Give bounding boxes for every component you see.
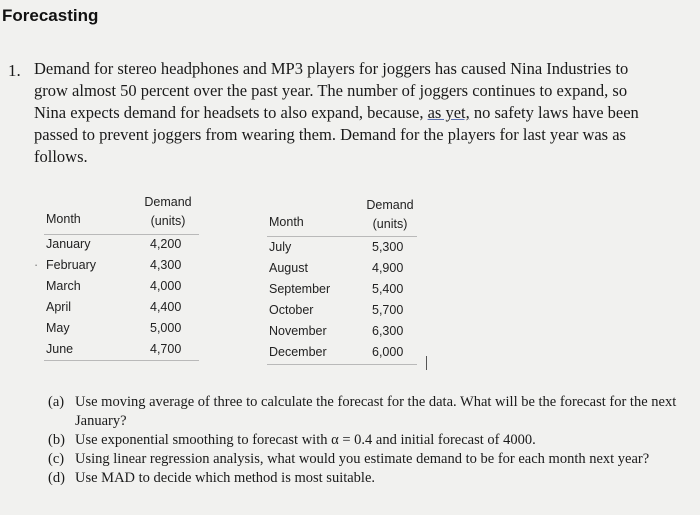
month-cell: July <box>269 240 292 254</box>
left-demand-header: Demand <box>144 195 192 209</box>
units-cell: 4,300 <box>150 258 182 272</box>
question-line: grow almost 50 percent over the past year. The number of joggers continues to expand, so <box>34 81 628 100</box>
part-label: (c) <box>48 451 65 467</box>
table-row <box>269 258 419 279</box>
month-cell: January <box>46 237 91 251</box>
table-row <box>269 237 419 258</box>
table-row <box>269 279 419 300</box>
bullet-mark-icon: · <box>34 258 39 272</box>
part-text: Use exponential smoothing to forecast with α = 0.4 and initial forecast of 4000. <box>75 432 536 448</box>
question-number: 1. <box>8 61 21 80</box>
part-text: Using linear regression analysis, what would you estimate demand to be for each month next year? <box>75 451 650 467</box>
underlined-phrase: as yet, <box>427 103 470 122</box>
units-cell: 6,000 <box>372 345 404 359</box>
units-cell: 4,400 <box>150 300 182 314</box>
question-parts <box>48 393 698 488</box>
units-cell: 5,300 <box>372 240 404 254</box>
table-row <box>46 297 206 318</box>
table-row <box>34 255 206 276</box>
month-cell: February <box>46 258 97 272</box>
month-cell: December <box>269 345 327 359</box>
table-row <box>46 276 206 297</box>
month-cell: June <box>46 342 74 356</box>
units-cell: 5,700 <box>372 303 404 317</box>
part-label: (d) <box>48 470 65 486</box>
part-d <box>48 469 698 488</box>
left-units-header: (units) <box>150 214 186 228</box>
table-row <box>46 339 206 360</box>
month-cell: March <box>46 279 81 293</box>
right-units-header: (units) <box>372 217 408 231</box>
part-c <box>48 450 698 469</box>
table-row <box>269 300 419 321</box>
part-a <box>48 393 698 431</box>
units-cell: 4,000 <box>150 279 182 293</box>
table-row <box>269 342 419 363</box>
table-row <box>269 321 419 342</box>
right-demand-header: Demand <box>366 198 414 212</box>
question-line: follows. <box>34 147 88 166</box>
left-month-header: Month <box>46 212 81 226</box>
month-cell: August <box>269 261 308 275</box>
table-row <box>46 318 206 339</box>
table-bottom-rule <box>44 360 199 361</box>
table-row <box>46 234 206 255</box>
table-bottom-rule <box>267 364 417 365</box>
question-line-part: no safety laws have been <box>469 103 639 122</box>
units-cell: 4,900 <box>372 261 404 275</box>
units-cell: 5,000 <box>150 321 182 335</box>
units-cell: 4,700 <box>150 342 182 356</box>
question-text <box>34 58 698 168</box>
question-line: passed to prevent joggers from wearing them. Demand for the players for last year was as <box>34 125 626 144</box>
part-text: Use MAD to decide which method is most suitable. <box>75 470 376 486</box>
part-b <box>48 431 698 450</box>
month-cell: October <box>269 303 314 317</box>
text-cursor <box>426 356 427 370</box>
part-label: (a) <box>48 394 65 410</box>
units-cell: 4,200 <box>150 237 182 251</box>
part-text: Use moving average of three to calculate the forecast for the data. What will be the forecast for the next January? <box>75 394 677 429</box>
right-month-header: Month <box>269 215 304 229</box>
month-cell: September <box>269 282 331 296</box>
part-label: (b) <box>48 432 65 448</box>
units-cell: 6,300 <box>372 324 404 338</box>
units-cell: 5,400 <box>372 282 404 296</box>
question-line-part: Nina expects demand for headsets to also expand, because, <box>34 103 428 122</box>
month-cell: April <box>46 300 72 314</box>
question-line: Demand for stereo headphones and MP3 players for joggers has caused Nina Industries to <box>34 59 629 78</box>
month-cell: November <box>269 324 327 338</box>
month-cell: May <box>46 321 70 335</box>
page-heading: Forecasting <box>2 6 99 25</box>
question-line <box>34 102 698 124</box>
